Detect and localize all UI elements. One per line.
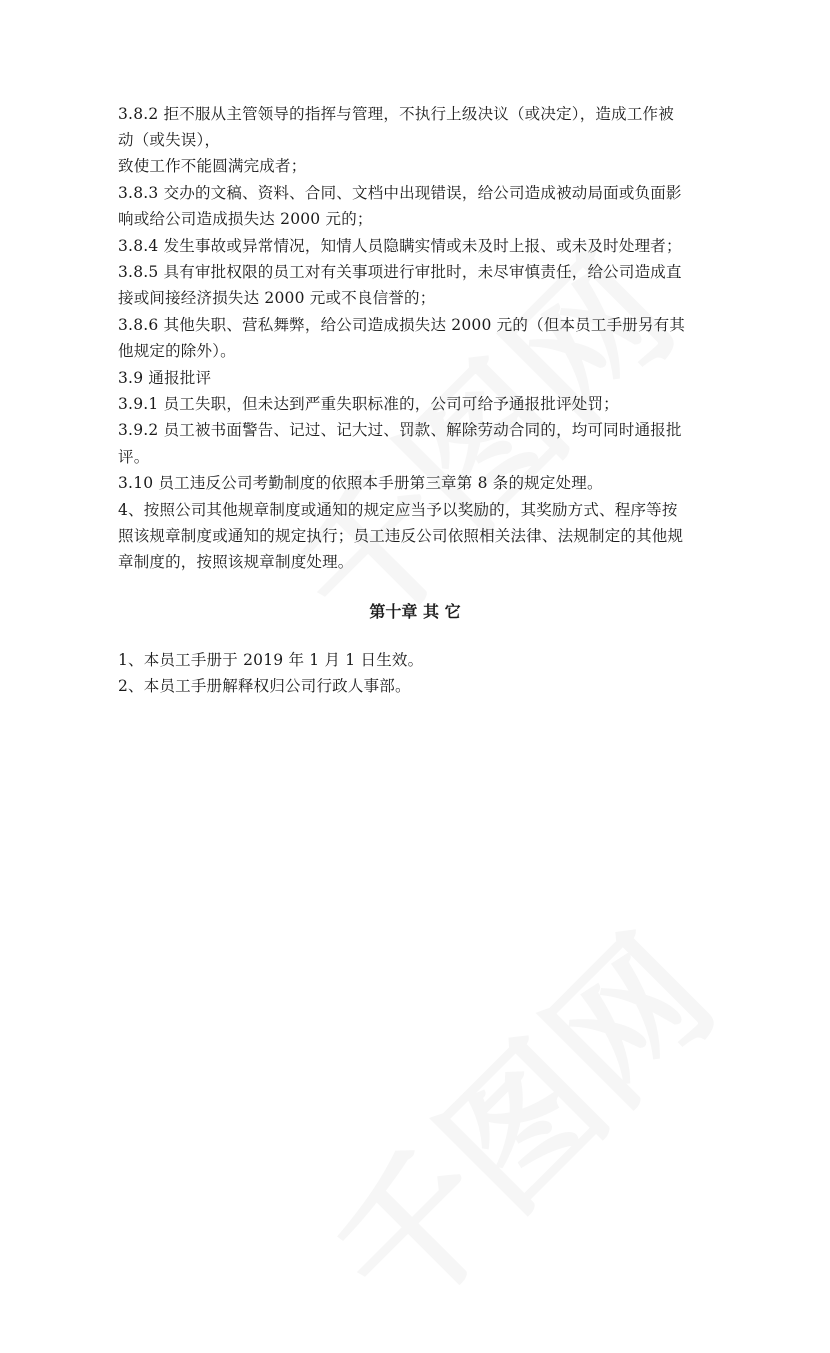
text-line: 3.8.4 发生事故或异常情况，知情人员隐瞒实情或未及时上报、或未及时处理者；	[118, 237, 682, 255]
text-line: 响或给公司造成损失达 2000 元的；	[118, 210, 373, 228]
text-line: 3.9.1 员工失职，但未达到严重失职标准的，公司可给予通报批评处罚；	[118, 395, 619, 413]
text-line: 3.9 通报批评	[118, 369, 212, 387]
text-line: 动（或失误），	[118, 131, 221, 149]
text-line: 3.9.2 员工被书面警告、记过、记大过、罚款、解除劳动合同的，均可同时通报批	[118, 421, 682, 439]
text-line: 评。	[118, 448, 150, 466]
text-line: 照该规章制度或通知的规定执行；员工违反公司依照相关法律、法规制定的其他规	[118, 527, 684, 545]
chapter-title: 第十章 其 它	[369, 602, 461, 621]
text-line: 3.8.2 拒不服从主管领导的指挥与管理，不执行上级决议（或决定），造成工作被	[118, 105, 674, 123]
watermark	[280, 883, 751, 1353]
text-line: 接或间接经济损失达 2000 元或不良信誉的；	[118, 289, 436, 307]
text-line: 他规定的除外）。	[118, 342, 236, 360]
text-line: 致使工作不能圆满完成者；	[118, 157, 307, 175]
text-line: 4、按照公司其他规章制度或通知的规定应当予以奖励的，其奖励方式、程序等按	[118, 501, 678, 519]
text-line: 3.8.6 其他失职、营私舞弊，给公司造成损失达 2000 元的（但本员工手册另有其	[118, 316, 686, 334]
text-line: 3.8.5 具有审批权限的员工对有关事项进行审批时，未尽审慎责任，给公司造成直	[118, 263, 682, 281]
text-line: 1、本员工手册于 2019 年 1 月 1 日生效。	[118, 651, 424, 669]
text-line: 2、本员工手册解释权归公司行政人事部。	[118, 677, 411, 695]
text-line: 章制度的，按照该规章制度处理。	[118, 553, 354, 571]
text-line: 3.8.3 交办的文稿、资料、合同、文档中出现错误，给公司造成被动局面或负面影	[118, 184, 682, 202]
text-line: 3.10 员工违反公司考勤制度的依照本手册第三章第 8 条的规定处理。	[118, 474, 603, 492]
